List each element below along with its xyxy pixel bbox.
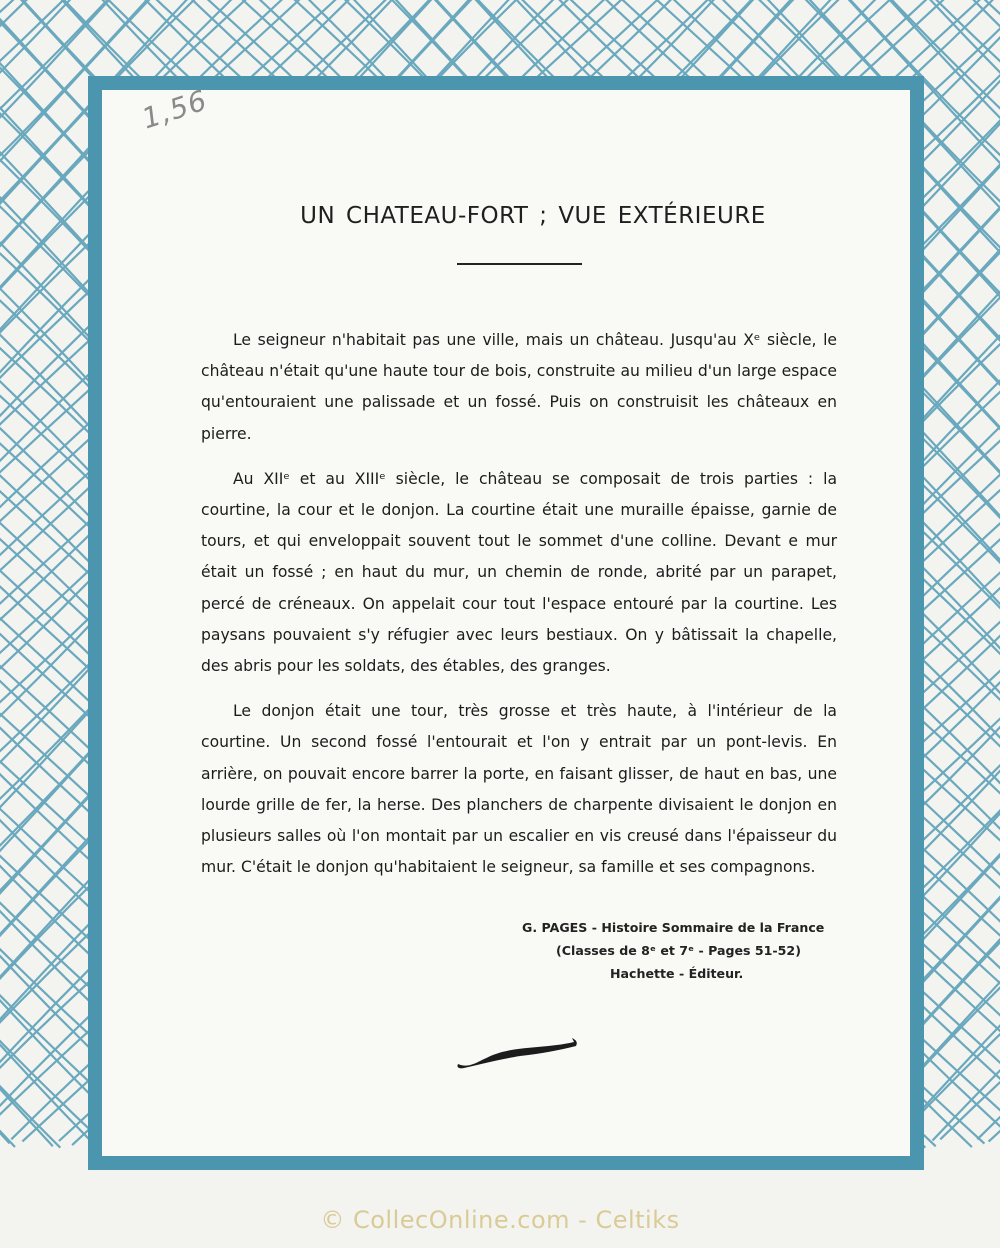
pencil-price-note: 1,56: [138, 83, 212, 136]
citation: [480, 916, 830, 985]
body-text: [201, 325, 837, 897]
citation-classes-line: (Classes de 8ᵉ et 7ᵉ - Pages 51-52): [556, 943, 801, 958]
watermark: © CollecOnline.com - Celtiks: [320, 1206, 680, 1234]
citation-author-line: G. PAGES - Histoire Sommaire de la France: [522, 920, 825, 935]
paragraph-3: Le donjon était une tour, très grosse et très haute, à l'intérieur de la courtine. Un second fossé l'entourait et l'on y entrait par un pont-levis. En arrière, on pouvait encore barrer la porte, en faisant glisser, de haut en bas, une lourde grille de fer, la herse. Des planchers de charpente divisaient le donjon en plusieurs salles où l'on montait par un escalier en vis creusé dans l'épaisseur du mur. C'était le donjon qu'habitaient le seigneur, sa famille et ses compagnons.: [201, 702, 837, 877]
paragraph-2: Au XIIᵉ et au XIIIᵉ siècle, le château se composait de trois parties : la courtine, la cour et le donjon. La courtine était une muraille épaisse, garnie de tours, et qui enveloppait souvent tout le sommet d'une colline. Devant e mur était un fossé ; en haut du mur, un chemin de ronde, abrité par un parapet, percé de créneaux. On appelait cour tout l'espace entouré par la courtine. Les paysans pouvaient s'y réfugier avec leurs bestiaux. On y bâtissait la chapelle, des abris pour les soldats, des étables, des granges.: [201, 469, 837, 676]
page-title: UN CHATEAU-FORT ; VUE EXTÉRIEURE: [300, 203, 766, 229]
citation-publisher-line: Hachette - Éditeur.: [610, 966, 744, 981]
title-divider: [457, 263, 582, 265]
decorative-flourish-icon: [450, 1028, 590, 1078]
paragraph-1: Le seigneur n'habitait pas une ville, mais un château. Jusqu'au Xᵉ siècle, le château n'était qu'une haute tour de bois, construite au milieu d'un large espace qu'entouraient une palissade et un fossé. Puis on construisit les châteaux en pierre.: [201, 331, 837, 443]
